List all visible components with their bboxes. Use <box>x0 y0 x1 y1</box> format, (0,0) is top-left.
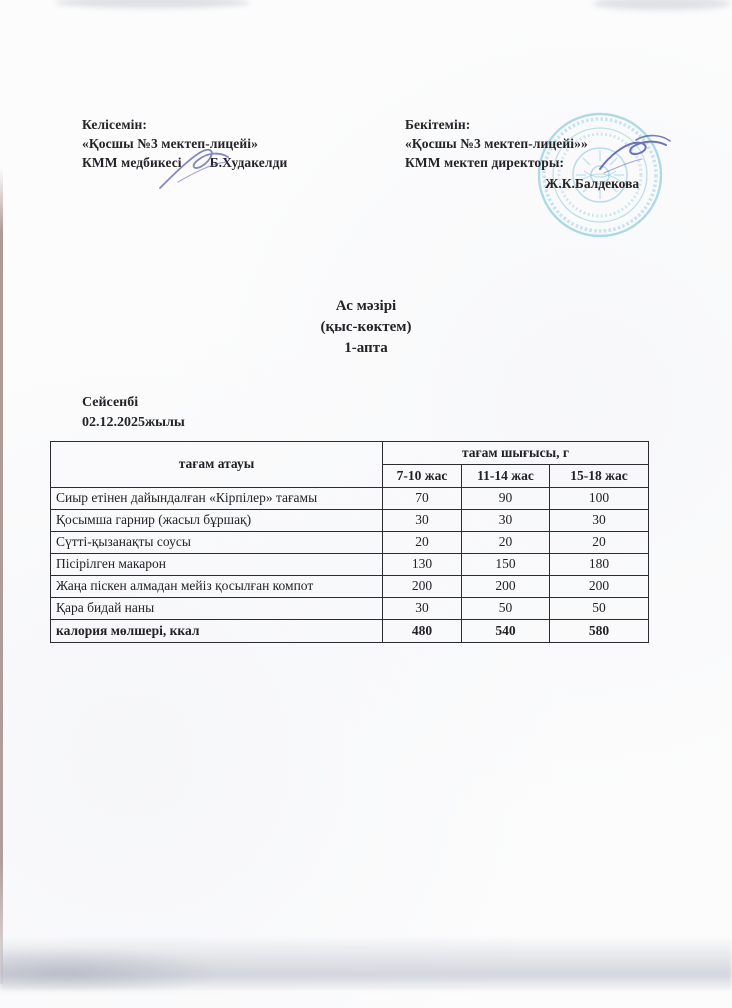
portion-value: 100 <box>550 488 649 510</box>
portion-value: 30 <box>462 510 550 532</box>
column-header-age-2: 11-14 жас <box>462 465 550 488</box>
column-header-age-1: 7-10 жас <box>383 465 462 488</box>
portion-value: 150 <box>462 554 550 576</box>
approval-org: «Қосшы №3 мектеп-лицейі»» <box>405 136 588 151</box>
portion-value: 30 <box>550 510 649 532</box>
column-header-dish: тағам атауы <box>51 442 383 488</box>
weekday-label: Сейсенбі <box>82 395 139 410</box>
total-value: 480 <box>383 620 462 643</box>
dish-name: Сиыр етінен дайындалған «Кірпілер» тағамы <box>51 488 383 510</box>
nurse-name: Б.Худакелди <box>209 155 288 170</box>
portion-value: 50 <box>462 598 550 620</box>
table-row <box>51 598 649 620</box>
director-signature-icon <box>592 133 674 181</box>
portion-value: 200 <box>383 576 462 598</box>
director-position: КММ мектеп директоры: <box>405 155 565 170</box>
title-line-week: 1-апта <box>344 340 388 356</box>
scan-smudge <box>55 0 250 8</box>
agreement-label: Келісемін: <box>82 117 147 132</box>
table-total-row <box>51 620 649 643</box>
portion-value: 200 <box>550 576 649 598</box>
portion-value: 130 <box>383 554 462 576</box>
portion-value: 50 <box>550 598 649 620</box>
table-row <box>51 576 649 598</box>
nurse-signature-icon <box>156 144 236 190</box>
portion-value: 30 <box>383 510 462 532</box>
nurse-position: КММ медбикесі <box>82 155 182 170</box>
total-label: калория мөлшері, ккал <box>51 620 383 643</box>
table-row <box>51 532 649 554</box>
portion-value: 20 <box>383 532 462 554</box>
table-row <box>51 510 649 532</box>
portion-value: 20 <box>550 532 649 554</box>
agreement-org: «Қосшы №3 мектеп-лицейі» <box>82 136 258 151</box>
dish-name: Қосымша гарнир (жасыл бұршақ) <box>51 510 383 532</box>
dish-name: Қара бидай наны <box>51 598 383 620</box>
document-title <box>0 296 732 359</box>
portion-value: 90 <box>462 488 550 510</box>
dish-name: Пісірілген макарон <box>51 554 383 576</box>
director-name: Ж.К.Балдекова <box>545 176 640 191</box>
date-label: 02.12.2025жылы <box>82 415 185 430</box>
column-header-age-3: 15-18 жас <box>550 465 649 488</box>
scan-edge-artifact <box>0 168 3 984</box>
total-value: 540 <box>462 620 550 643</box>
dish-name: Сүтті-қызанақты соусы <box>51 532 383 554</box>
scan-smudge <box>593 0 731 10</box>
table-header-row <box>51 442 649 465</box>
column-header-portion-group: тағам шығысы, г <box>383 442 649 465</box>
portion-value: 20 <box>462 532 550 554</box>
title-line-menu: Ас мәзірі <box>335 298 397 314</box>
approval-block <box>405 115 588 172</box>
scan-bottom-shadow <box>0 946 220 990</box>
portion-value: 180 <box>550 554 649 576</box>
portion-value: 30 <box>383 598 462 620</box>
portion-value: 200 <box>462 576 550 598</box>
title-line-season: (қыс-көктем) <box>320 319 412 335</box>
approval-label: Бекітемін: <box>405 117 471 132</box>
total-value: 580 <box>550 620 649 643</box>
menu-table <box>50 441 649 643</box>
dish-name: Жаңа піскен алмадан мейіз қосылған компот <box>51 576 383 598</box>
table-row <box>51 488 649 510</box>
portion-value: 70 <box>383 488 462 510</box>
date-block <box>82 393 185 433</box>
table-row <box>51 554 649 576</box>
